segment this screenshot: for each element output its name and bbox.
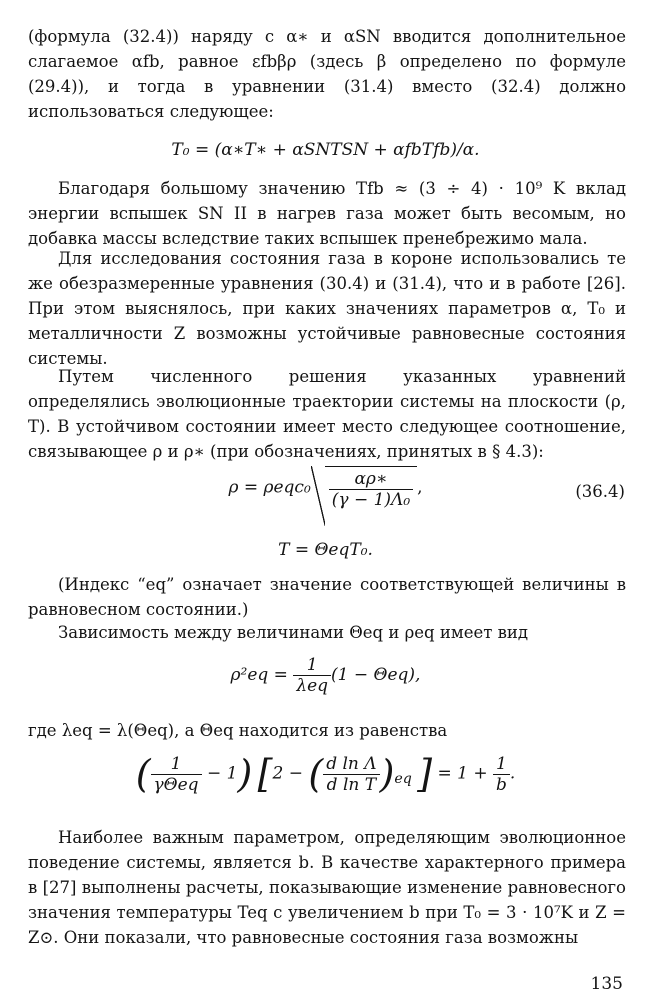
page-number: 135	[590, 974, 623, 994]
paragraph-2: Благодаря большому значению Tfb ≈ (3 ÷ 4) · 10⁹ K вклад энергии вспышек SN II в нагрев газа может быть весомым, но добавка массы вследствие таких вспышек пренебрежимо мала.	[28, 179, 626, 248]
right-bracket: ]	[417, 752, 433, 796]
eq-theta-f1-denominator: γΘeq	[153, 774, 199, 795]
eq-theta-f3-numerator: 1	[493, 754, 510, 775]
paragraph-5: (Индекс “eq” означает значение соответствующей величины в равновесном состоянии.)	[28, 575, 626, 619]
eq-rho2-fraction	[293, 655, 331, 696]
eq-theta-rhs: = 1 +	[437, 763, 488, 784]
paragraph-6: Зависимость между величинами Θeq и ρeq имеет вид	[58, 623, 529, 642]
eq-rho-lhs: ρ = ρeqc₀	[228, 477, 311, 498]
eq-rho2-numerator: 1	[293, 655, 331, 676]
eq-rho2-rhs: (1 − Θeq),	[331, 665, 421, 685]
equation-T: T = ΘeqT₀.	[278, 540, 373, 560]
eq-theta-f2-denominator: d ln T	[326, 774, 377, 795]
eq-theta-fraction-2	[323, 754, 379, 795]
eq-theta-two-minus: 2 −	[272, 763, 303, 784]
paragraph-1: (формула (32.4)) наряду с α∗ и αSN вводится дополнительное слагаемое αfb, равное εfbβρ (здесь β определено по формуле (29.4)), и тогда в уравнении (31.4) вместо (32.4) должно использоваться следующее:	[28, 27, 626, 121]
eq-theta-f1-numerator: 1	[151, 754, 202, 775]
eq-theta-fraction-3	[493, 754, 510, 795]
eq-theta-f3-denominator: b	[496, 774, 507, 795]
eq-rho-tail: ,	[417, 477, 423, 498]
equation-rho-squared	[0, 655, 651, 696]
left-bracket: [	[257, 752, 273, 796]
eq-rho-fraction	[329, 469, 413, 510]
eq-theta-minus-one: − 1	[206, 763, 238, 784]
equation-number: (36.4)	[575, 482, 625, 501]
inner-right-paren: )	[379, 752, 395, 796]
paragraph-7: где λeq = λ(Θeq), а Θeq находится из равенства	[28, 721, 448, 740]
eq-rho-numerator: αρ∗	[329, 469, 413, 490]
eq-rho2-lhs: ρ²eq =	[230, 665, 288, 685]
paragraph-4: Путем численного решения указанных уравнений определялись эволюционные траектории системы на плоскости (ρ, T). В устойчивом состоянии имеет место следующее соотношение, связывающее ρ и ρ∗ (при обозначениях, принятых в § 4.3):	[28, 367, 626, 461]
equation-theta	[0, 752, 651, 796]
paragraph-3: Для исследования состояния газа в короне использовались те же обезразмеренные уравнения (30.4) и (31.4), что и в работе [26]. При этом выяснялось, при каких значениях параметров α, T₀ и металличности Z возможны устойчивые равновесные состояния системы.	[28, 249, 626, 368]
left-paren: (	[135, 752, 151, 796]
equation-36-4	[0, 466, 651, 526]
right-paren: )	[237, 752, 253, 796]
inner-left-paren: (	[308, 752, 324, 796]
paragraph-8: Наиболее важным параметром, определяющим эволюционное поведение системы, является b. В качестве характерного примера в [27] выполнены расчеты, показывающие изменение равновесного значения температуры Teq с увеличением b при T₀ = 3 · 10⁷K и Z = Z⊙. Они показали, что равновесные состояния газа возможны	[28, 828, 626, 947]
eq-theta-subscript: eq	[394, 770, 412, 787]
eq-rho-denominator: (γ − 1)Λ₀	[331, 490, 411, 510]
eq-theta-f2-numerator: d ln Λ	[323, 754, 379, 775]
sqrt-sign	[325, 466, 417, 510]
equation-t0: T₀ = (α∗T∗ + αSNTSN + αfbTfb)/α.	[171, 140, 480, 160]
eq-theta-fraction-1	[151, 754, 202, 795]
eq-theta-end: .	[509, 763, 516, 784]
eq-rho2-denominator: λeq	[296, 676, 329, 696]
